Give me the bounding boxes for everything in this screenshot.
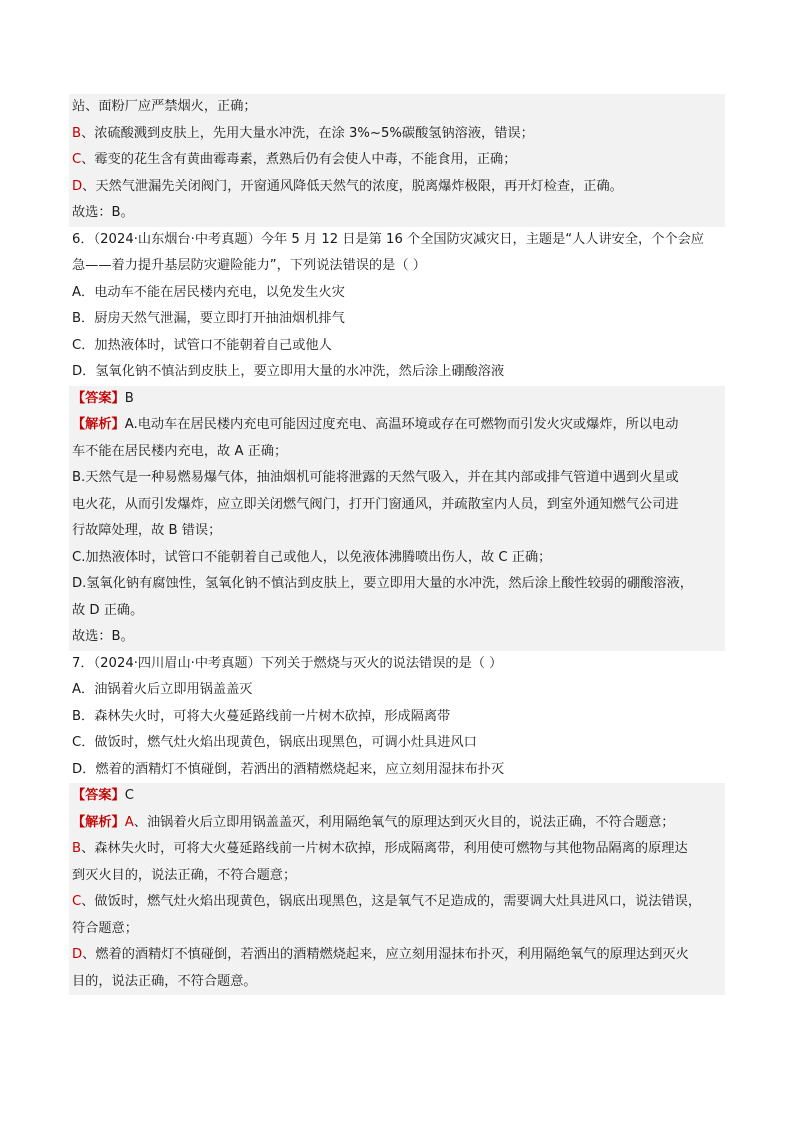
question-7-answer — [69, 783, 725, 810]
text: 故 D 正确。 — [72, 602, 144, 618]
solution-line — [69, 889, 725, 916]
option-letter: D — [72, 178, 83, 194]
question-6-option-a — [69, 280, 725, 307]
question-7-option-c — [69, 730, 725, 757]
answer-label: 【答案】 — [72, 788, 125, 803]
solution-line — [69, 174, 725, 201]
text: 目的，说法正确，不符合题意。 — [72, 973, 257, 989]
text: 、霉变的花生含有黄曲霉毒素，煮熟后仍有会使人中毒，不能食用，正确； — [81, 152, 517, 167]
text: D．燃着的酒精灯不慎碰倒，若洒出的酒精燃烧起来，应立刻用湿抹布扑灭 — [72, 761, 505, 777]
solution-line — [69, 439, 725, 466]
text: B．森林失火时，可将大火蔓延路线前一片树木砍掉，形成隔离带 — [72, 708, 451, 724]
solution-line — [69, 94, 725, 121]
text: 故选：B。 — [72, 205, 134, 220]
analysis-label: 【解析】 — [72, 814, 125, 830]
final-answer — [69, 624, 725, 651]
text: 、浓硫酸溅到皮肤上，先用大量水冲洗，在涂 3%~5%碳酸氢钠溶液，错误； — [81, 125, 534, 141]
text: 、燃着的酒精灯不慎碰倒，若洒出的酒精燃烧起来，应立刻用湿抹布扑灭，利用隔绝氧气的原理达到灭火 — [82, 947, 689, 962]
solution-line — [69, 942, 725, 969]
text: C．做饭时，燃气灶火焰出现黄色，锅底出现黑色，可调小灶具进风口 — [72, 735, 477, 750]
solution-line — [69, 147, 725, 174]
question-6-stem — [69, 253, 725, 280]
question-7-option-b — [69, 704, 725, 731]
text: 站、面粉厂应严禁烟火，正确； — [72, 99, 257, 114]
solution-line — [69, 121, 725, 148]
text: 、天然气泄漏先关闭阀门，开窗通风降低天然气的浓度，脱离爆炸极限，再开灯检查，正确。 — [82, 178, 623, 194]
solution-line — [69, 571, 725, 598]
solution-line — [69, 810, 725, 837]
analysis-label: 【解析】 — [72, 417, 125, 432]
solution-line — [69, 492, 725, 519]
option-letter: B — [72, 125, 82, 141]
question-7-option-a — [69, 677, 725, 704]
text: 6．（2024·山东烟台·中考真题）今年 5 月 12 日是第 16 个全国防灾减灾日，主题是“人人讲安全，个个会应 — [72, 231, 704, 247]
text: B.天然气是一种易燃易爆气体，抽油烟机可能将泄露的天然气吸入，并在其内部或排气管道中遇到火星或 — [72, 470, 679, 485]
text: A．电动车不能在居民楼内充电，以免发生火灾 — [72, 284, 345, 300]
text: D．氢氧化钠不慎沾到皮肤上，要立即用大量的水冲洗，然后涂上硼酸溶液 — [72, 364, 505, 379]
option-letter: C — [72, 894, 82, 909]
text: 符合题意； — [72, 920, 138, 936]
question-6-option-b — [69, 306, 725, 333]
text: 、做饭时，燃气灶火焰出现黄色，锅底出现黑色，这是氧气不足造成的，需要调大灶具进风口，说法错误， — [81, 894, 702, 909]
text: 到灭火目的，说法正确，不符合题意； — [72, 867, 297, 883]
text: 车不能在居民楼内充电，故 A 正确； — [72, 443, 288, 459]
text: D.氢氧化钠有腐蚀性，氢氧化钠不慎沾到皮肤上，要立即用大量的水冲洗，然后涂上酸性较弱的硼酸溶液， — [72, 576, 693, 591]
question-6-stem — [69, 227, 725, 254]
solution-line — [69, 836, 725, 863]
question-6-answer — [69, 386, 725, 413]
answer-label: 【答案】 — [72, 390, 125, 406]
text: 电火花，从而引发爆炸，应立即关闭燃气阀门，打开门窗通风，并疏散室内人员，到室外通知燃气公司进 — [72, 496, 679, 512]
text: 7．（2024·四川眉山·中考真题）下列关于燃烧与灭火的说法错误的是（ ） — [72, 655, 503, 671]
answer-value: B — [124, 390, 134, 406]
final-answer — [69, 200, 725, 227]
answer-value: C — [124, 788, 134, 803]
solution-line — [69, 412, 725, 439]
solution-line — [69, 518, 725, 545]
text: C．加热液体时，试管口不能朝着自己或他人 — [72, 337, 332, 353]
option-letter: A — [124, 814, 134, 830]
question-6-option-d — [69, 359, 725, 386]
solution-line — [69, 916, 725, 943]
question-7-stem — [69, 651, 725, 678]
text: 行故障处理，故 B 错误； — [72, 523, 222, 538]
text: C.加热液体时，试管口不能朝着自己或他人，以免液体沸腾喷出伤人，故 C 正确； — [72, 549, 552, 565]
solution-line — [69, 598, 725, 625]
text: A．油锅着火后立即用锅盖盖灭 — [72, 682, 253, 697]
option-letter: B — [72, 841, 82, 856]
text: B．厨房天然气泄漏，要立即打开抽油烟机排气 — [72, 311, 345, 326]
option-letter: C — [72, 152, 82, 167]
text: 、森林失火时，可将大火蔓延路线前一片树木砍掉，形成隔离带，利用使可燃物与其他物品隔离的原理达 — [81, 841, 688, 856]
text: 故选：B。 — [72, 629, 134, 644]
solution-line — [69, 545, 725, 572]
document-body — [69, 94, 725, 995]
solution-line — [69, 465, 725, 492]
question-7-option-d — [69, 757, 725, 784]
text: A.电动车在居民楼内充电可能因过度充电、高温环境或存在可燃物而引发火灾或爆炸，所以电动 — [124, 417, 679, 432]
option-letter: D — [72, 947, 83, 962]
question-6-option-c — [69, 333, 725, 360]
solution-line — [69, 969, 725, 996]
text: 、油锅着火后立即用锅盖盖灭，利用隔绝氧气的原理达到灭火目的，说法正确，不符合题意； — [133, 814, 675, 830]
text: 急——着力提升基层防灾避险能力”，下列说法错误的是（ ） — [72, 258, 426, 273]
solution-line — [69, 863, 725, 890]
